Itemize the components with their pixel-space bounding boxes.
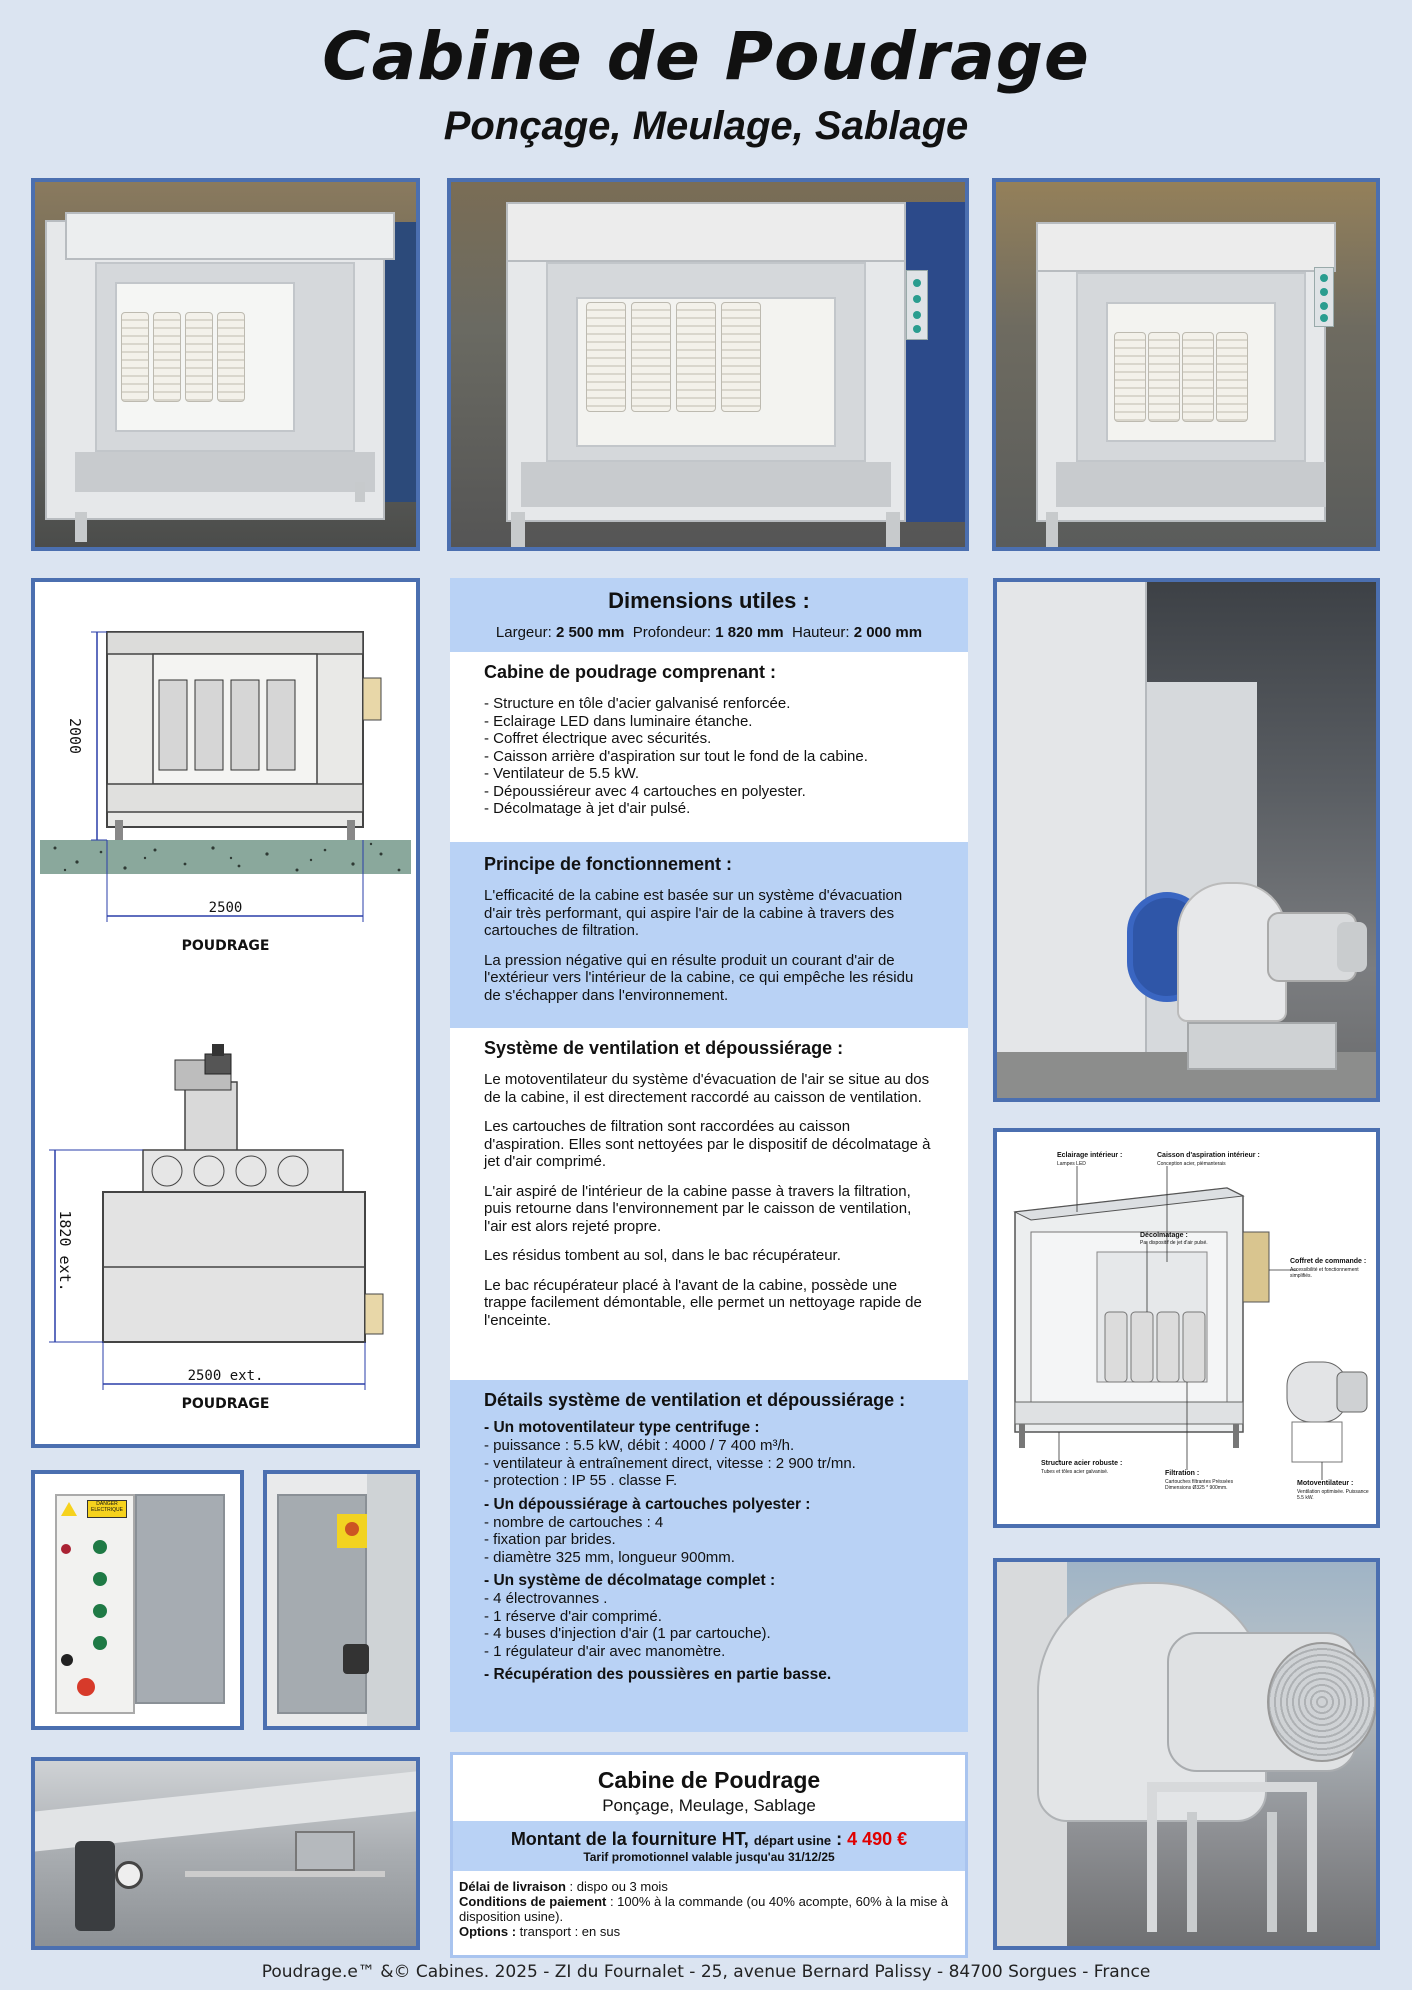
page-subtitle: Ponçage, Meulage, Sablage <box>443 104 969 148</box>
list-item: - Eclairage LED dans luminaire étanche. <box>484 712 753 730</box>
label-structure-sub: Tubes et tôles acier galvanisé. <box>1041 1469 1109 1475</box>
price-colon: : <box>831 1829 848 1849</box>
list-item: - fixation par brides. <box>484 1531 616 1548</box>
principe-paragraph: La pression négative qui en résulte produit un courant d'air de l'extérieur vers l'intérieur de la cabine, ce qui empêche les résidu de s'échapper dans l'environnement. <box>484 951 914 1004</box>
warning-label: DANGER ELECTRIQUE <box>87 1500 127 1518</box>
price-band <box>453 1821 965 1871</box>
photo-booth-angle-right <box>992 178 1380 551</box>
list-item: - Dépoussiéreur avec 4 cartouches en polyester. <box>484 782 806 800</box>
delai-label: Délai de livraison <box>459 1879 566 1894</box>
top-depth-label: 1820 ext. <box>56 1210 74 1292</box>
details-title: Détails système de ventilation et dépoussiérage : <box>484 1390 906 1410</box>
list-item: - Décolmatage à jet d'air pulsé. <box>484 800 691 817</box>
dimensions-values <box>484 624 934 641</box>
photo-booth-front <box>447 178 969 551</box>
label-coffret-sub: Accessibilité et fonctionnement simplifiés. <box>1290 1267 1359 1279</box>
list-item: - diamètre 325 mm, longueur 900mm. <box>484 1548 735 1566</box>
comprenant-block <box>450 652 968 842</box>
photo-booth-angle-left <box>31 178 420 551</box>
conditions-label: Conditions de paiement <box>459 1894 607 1909</box>
ventilation-paragraph: Les résidus tombent au sol, dans le bac récupérateur. <box>484 1247 841 1264</box>
label-filtration: Filtration : <box>1165 1470 1200 1477</box>
technical-drawings <box>31 578 420 1448</box>
top-width-label: 2500 ext. <box>187 1368 264 1384</box>
ventilation-paragraph: Les cartouches de filtration sont raccordées au caisson d'aspiration. Elles sont nettoyées par le dispositif de décolmatage à jet d'air comprimé. <box>484 1118 931 1170</box>
details-heading: - Un système de décolmatage complet : <box>484 1572 776 1589</box>
list-item: - puissance : 5.5 kW, débit : 4000 / 7 400 m³/h. <box>484 1437 795 1454</box>
details-block <box>450 1380 968 1732</box>
largeur-label: Largeur: <box>495 624 552 641</box>
principe-title: Principe de fonctionnement : <box>484 854 733 874</box>
list-item: - protection : IP 55 . classe F. <box>484 1472 678 1489</box>
list-item: - Caisson arrière d'aspiration sur tout le fond de la cabine. <box>484 747 868 765</box>
details-heading: - Récupération des poussières en partie basse. <box>484 1666 832 1683</box>
price-title: Cabine de Poudrage <box>597 1767 821 1793</box>
depart-label: départ usine <box>753 1833 832 1848</box>
photo-control-panel-front <box>31 1470 244 1730</box>
page-title: Cabine de Poudrage <box>322 18 1090 95</box>
ventilation-title: Système de ventilation et dépoussiérage : <box>484 1038 844 1058</box>
ventilation-paragraph: Le bac récupérateur placé à l'avant de la cabine, possède une trappe facilement démontable, elle permet un nettoyage rapide de l'enceinte. <box>484 1276 922 1329</box>
hauteur-value: 2 000 mm <box>853 624 923 641</box>
price-subtitle: Ponçage, Meulage, Sablage <box>602 1796 816 1815</box>
list-item: - Structure en tôle d'acier galvanisé renforcée. <box>484 695 791 712</box>
label-filtration-sub: Cartouches filtrantes Préssées Dimensions Ø325 * 900mm. <box>1165 1479 1234 1491</box>
list-item: - nombre de cartouches : 4 <box>484 1513 664 1531</box>
ventilation-block <box>450 1028 968 1380</box>
list-item: - Ventilateur de 5.5 kW. <box>484 765 640 782</box>
photo-control-panel-side <box>263 1470 420 1730</box>
label-eclairage-sub: Lampes LED <box>1057 1161 1086 1167</box>
comprenant-title: Cabine de poudrage comprenant : <box>484 662 777 682</box>
labeled-diagram <box>993 1128 1380 1528</box>
ventilation-paragraph: Le motoventilateur du système d'évacuation de l'air se situe au dos de la cabine, il est directement raccordé au caisson de ventilation. <box>484 1071 930 1106</box>
price-box <box>450 1752 968 1958</box>
montant-label: Montant de la fourniture HT, <box>510 1829 749 1849</box>
front-width-label: 2500 <box>208 900 243 916</box>
list-item: - 4 électrovannes . <box>484 1590 608 1607</box>
list-item: - 4 buses d'injection d'air (1 par cartouche). <box>484 1625 771 1642</box>
principe-paragraph: L'efficacité de la cabine est basée sur un système d'évacuation d'air très performant, qui aspire l'air de la cabine à travers des cartouches de filtration. <box>484 887 903 939</box>
footer: Poudrage.e™ &© Cabines. 2025 - ZI du Fournalet - 25, avenue Bernard Palissy - 84700 Sorgues - France <box>261 1962 1151 1982</box>
dimensions-title: Dimensions utiles : <box>608 588 810 613</box>
label-decolmatage: Décolmatage : <box>1140 1232 1188 1239</box>
hauteur-label: Hauteur: <box>791 624 850 641</box>
profondeur-label: Profondeur: <box>632 624 712 641</box>
label-caisson-sub: Conception acier, pièmanterais <box>1157 1161 1226 1167</box>
label-decolmatage-sub: Par dispositif de jet d'air pulsé. <box>1140 1240 1208 1246</box>
list-item: - Coffret électrique avec sécurités. <box>484 730 712 747</box>
details-heading: - Un motoventilateur type centrifuge : <box>484 1419 760 1436</box>
conditions-value: : 100% à la commande (ou 40% acompte, 60% à la mise à disposition usine). <box>459 1894 949 1924</box>
list-item: - 1 réserve d'air comprimé. <box>484 1607 662 1625</box>
delai-value: : dispo ou 3 mois <box>565 1879 668 1894</box>
label-structure: Structure acier robuste : <box>1041 1460 1123 1467</box>
label-coffret: Coffret de commande : <box>1290 1258 1367 1265</box>
front-caption: POUDRAGE <box>181 938 270 954</box>
photo-booth-side-fan <box>993 578 1380 1102</box>
options-value: transport : en sus <box>516 1924 621 1939</box>
label-moto-sub: Ventilation optimisée. Puissance 5.5 kW. <box>1297 1489 1369 1501</box>
top-caption: POUDRAGE <box>181 1396 270 1412</box>
profondeur-value: 1 820 mm <box>715 624 784 641</box>
options-label: Options : <box>459 1924 517 1939</box>
list-item: - ventilateur à entraînement direct, vitesse : 2 900 tr/mn. <box>484 1454 856 1472</box>
front-view-drawing <box>35 582 416 1444</box>
dimensions-block <box>450 578 968 652</box>
front-height-label: 2000 <box>66 717 85 755</box>
photo-air-regulator <box>31 1757 420 1950</box>
label-moto: Motoventilateur : <box>1297 1480 1354 1487</box>
principe-block <box>450 842 968 1028</box>
ventilation-paragraph: L'air aspiré de l'intérieur de la cabine passe à travers la filtration, puis retourne dans l'environnement par le caisson de ventilation, l'air est alors rejeté propre. <box>484 1182 912 1235</box>
label-eclairage: Eclairage intérieur : <box>1057 1152 1123 1159</box>
photo-centrifugal-fan <box>993 1558 1380 1950</box>
details-heading: - Un dépoussiérage à cartouches polyester : <box>484 1495 811 1513</box>
label-caisson: Caisson d'aspiration intérieur : <box>1157 1152 1260 1159</box>
price-info <box>459 1879 959 1939</box>
largeur-value: 2 500 mm <box>555 624 625 641</box>
price-promo: Tarif promotionnel valable jusqu'au 31/12/25 <box>583 1850 835 1864</box>
list-item: - 1 régulateur d'air avec manomètre. <box>484 1642 726 1660</box>
price-amount: 4 490 € <box>847 1829 908 1849</box>
